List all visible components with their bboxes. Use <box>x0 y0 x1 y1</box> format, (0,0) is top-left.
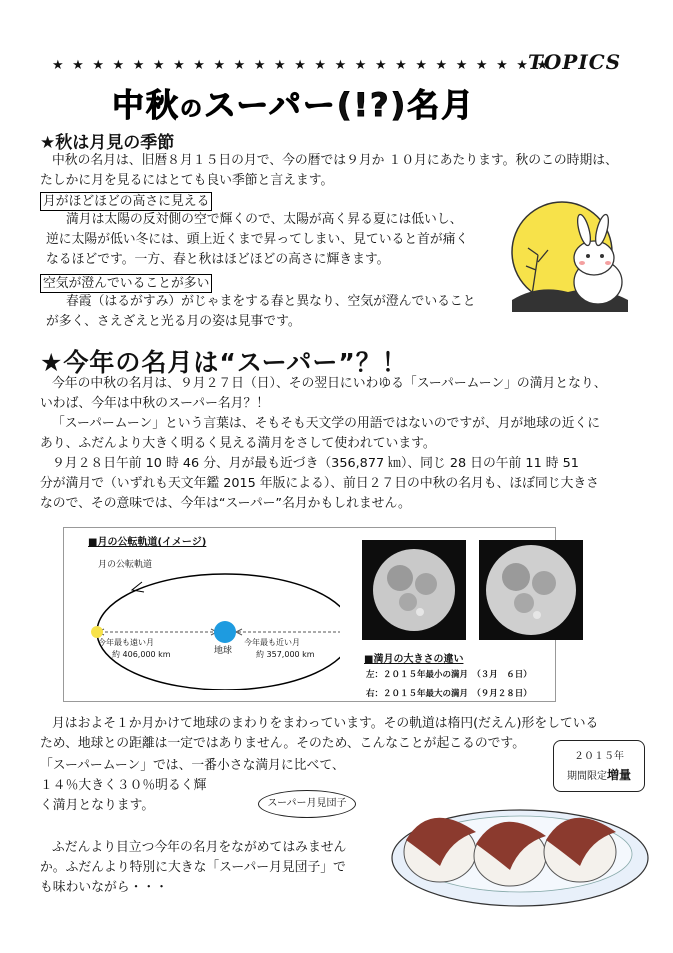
text-line: 中秋の名月は、旧暦８月１５日の月で、今の暦では９月か １０月にあたります。秋のこの時期は、 <box>52 153 618 168</box>
text-line: か。ふだんより特別に大きな「スーパー月見団子」で <box>40 860 346 875</box>
dango <box>404 818 476 882</box>
text-line: いわば、今年は中秋のスーパー名月？！ <box>40 396 270 411</box>
text-line: 「スーパームーン」では、一番小さな満月に比べて、 <box>40 758 345 773</box>
section-heading: ★今年の名月は“スーパー”？！ <box>40 348 408 377</box>
badge-year: ２０１５年 <box>574 751 624 762</box>
text-line: 春霞（はるがすみ）がじゃまをする春と異なり、空気が澄んでいること <box>66 294 476 309</box>
subheading-box: 月がほどほどの高さに見える <box>40 192 212 211</box>
rabbit-eye <box>600 254 604 258</box>
text-line: なので、その意味では、今年は“スーパー”名月かもしれません。 <box>40 496 411 511</box>
text-line: 分が満月で（いずれも天文年鑑 2015 年版による）、前日２７日の中秋の名月も、ほぼ同じ大きさ <box>40 476 599 491</box>
text-line: ふだんより目立つ今年の名月をながめてはみません <box>52 840 347 855</box>
paragraph <box>40 838 380 898</box>
moon-mare <box>532 571 556 595</box>
badge-text: 期間限定 <box>566 771 607 782</box>
tsukimi-dango-illustration <box>380 780 665 910</box>
moon-crater <box>416 608 424 616</box>
text-line: 今年最も近い月 <box>244 638 300 647</box>
page-title <box>112 80 572 126</box>
text-line: 約 357,000 km <box>256 650 315 659</box>
title-part: スーパー(!?)名月 <box>204 86 476 124</box>
limited-badge <box>553 740 645 792</box>
text-line: も味わいながら・・・ <box>40 880 168 895</box>
orbit-label: 月の公転軌道 <box>98 560 153 570</box>
text-line: 「スーパームーン」という言葉は、そもそも天文学の用語ではないのですが、月が地球の近くに <box>52 416 601 431</box>
smallest-full-moon-photo <box>362 540 466 640</box>
text-line: 逆に太陽が低い冬には、頭上近くまで昇ってしまい、見ていると首が痛く <box>46 232 469 247</box>
moon-caption-right: 右：２０１５年最大の満月 （９月２８日） <box>366 689 532 699</box>
moon-size-title: ■満月の大きさの違い <box>364 654 464 665</box>
subheading-box: 空気が澄んでいることが多い <box>40 274 212 293</box>
topics-label: TOPICS <box>528 50 622 74</box>
rabbit-eye <box>586 254 590 258</box>
text-line: が多く、さえざえと光る月の姿は見事です。 <box>46 314 301 329</box>
earth-circle <box>214 621 236 643</box>
rabbit-head <box>574 241 614 275</box>
text-line: 今年の中秋の名月は、９月２７日（日）、その翌日にいわゆる「スーパームーン」の満月となり、 <box>52 376 607 391</box>
text-line: 月はおよそ１か月かけて地球のまわりをまわっています。その軌道は楕円(だえん)形をしている <box>52 716 599 731</box>
text-line: ９月２８日午前 10 時 46 分、月が最も近づき（356,877 ㎞）、同じ 28 日の午前 11 時 51 <box>52 456 579 471</box>
text-line: 満月は太陽の反対側の空で輝くので、太陽が高く昇る夏には低いし、 <box>66 212 463 227</box>
moon-mare <box>387 565 413 591</box>
text-line: あり、ふだんより大きく明るく見える満月をさして使われています。 <box>40 436 436 451</box>
title-part: の <box>180 97 205 122</box>
largest-full-moon-photo <box>479 540 583 640</box>
text-line: たしかに月を見るにはとても良い季節と言えます。 <box>40 173 334 188</box>
paragraph <box>40 292 520 332</box>
paragraph <box>40 374 670 514</box>
far-moon-label <box>98 637 171 661</box>
orbit-diagram-title: ■月の公転軌道(イメージ) <box>88 537 207 548</box>
rabbit-cheek <box>579 261 585 265</box>
moon-disc <box>486 545 576 635</box>
orbit-diagram <box>70 550 340 690</box>
badge-emphasis: 増量 <box>606 768 631 782</box>
moon-rabbit-illustration <box>498 200 638 320</box>
star-divider: ★ ★ ★ ★ ★ ★ ★ ★ ★ ★ ★ ★ ★ ★ ★ ★ ★ ★ ★ ★ ★ ★ ★ ★ ★ <box>52 58 551 73</box>
paragraph <box>40 210 520 270</box>
text-line: ため、地球との距離は一定ではありません。そのため、こんなことが起こるのです。 <box>40 736 526 751</box>
moon-disc <box>373 549 455 631</box>
moon-mare <box>514 593 534 613</box>
moon-crater <box>533 611 541 619</box>
title-part: 中秋 <box>112 86 181 124</box>
intro-paragraph <box>40 151 660 191</box>
moon-caption-left: 左：２０１５年最小の満月 （３月 ６日） <box>366 670 532 680</box>
dango-label-bubble: スーパー月見団子 <box>258 790 356 818</box>
text-line: 今年最も遠い月 <box>98 638 154 647</box>
moon-mare <box>399 593 417 611</box>
moon-mare <box>415 573 437 595</box>
text-line: １４％大きく３０％明るく輝 <box>40 778 207 793</box>
near-moon-label <box>244 637 315 661</box>
text-line: なるほどです。一方、春と秋はほどほどの高さに輝きます。 <box>46 252 390 267</box>
rabbit-cheek <box>605 261 611 265</box>
section-heading: ★秋は月見の季節 <box>40 133 175 153</box>
earth-label: 地球 <box>214 646 233 656</box>
text-line: 約 406,000 km <box>112 650 171 659</box>
text-line: く満月となります。 <box>40 798 155 813</box>
moon-mare <box>502 563 530 591</box>
